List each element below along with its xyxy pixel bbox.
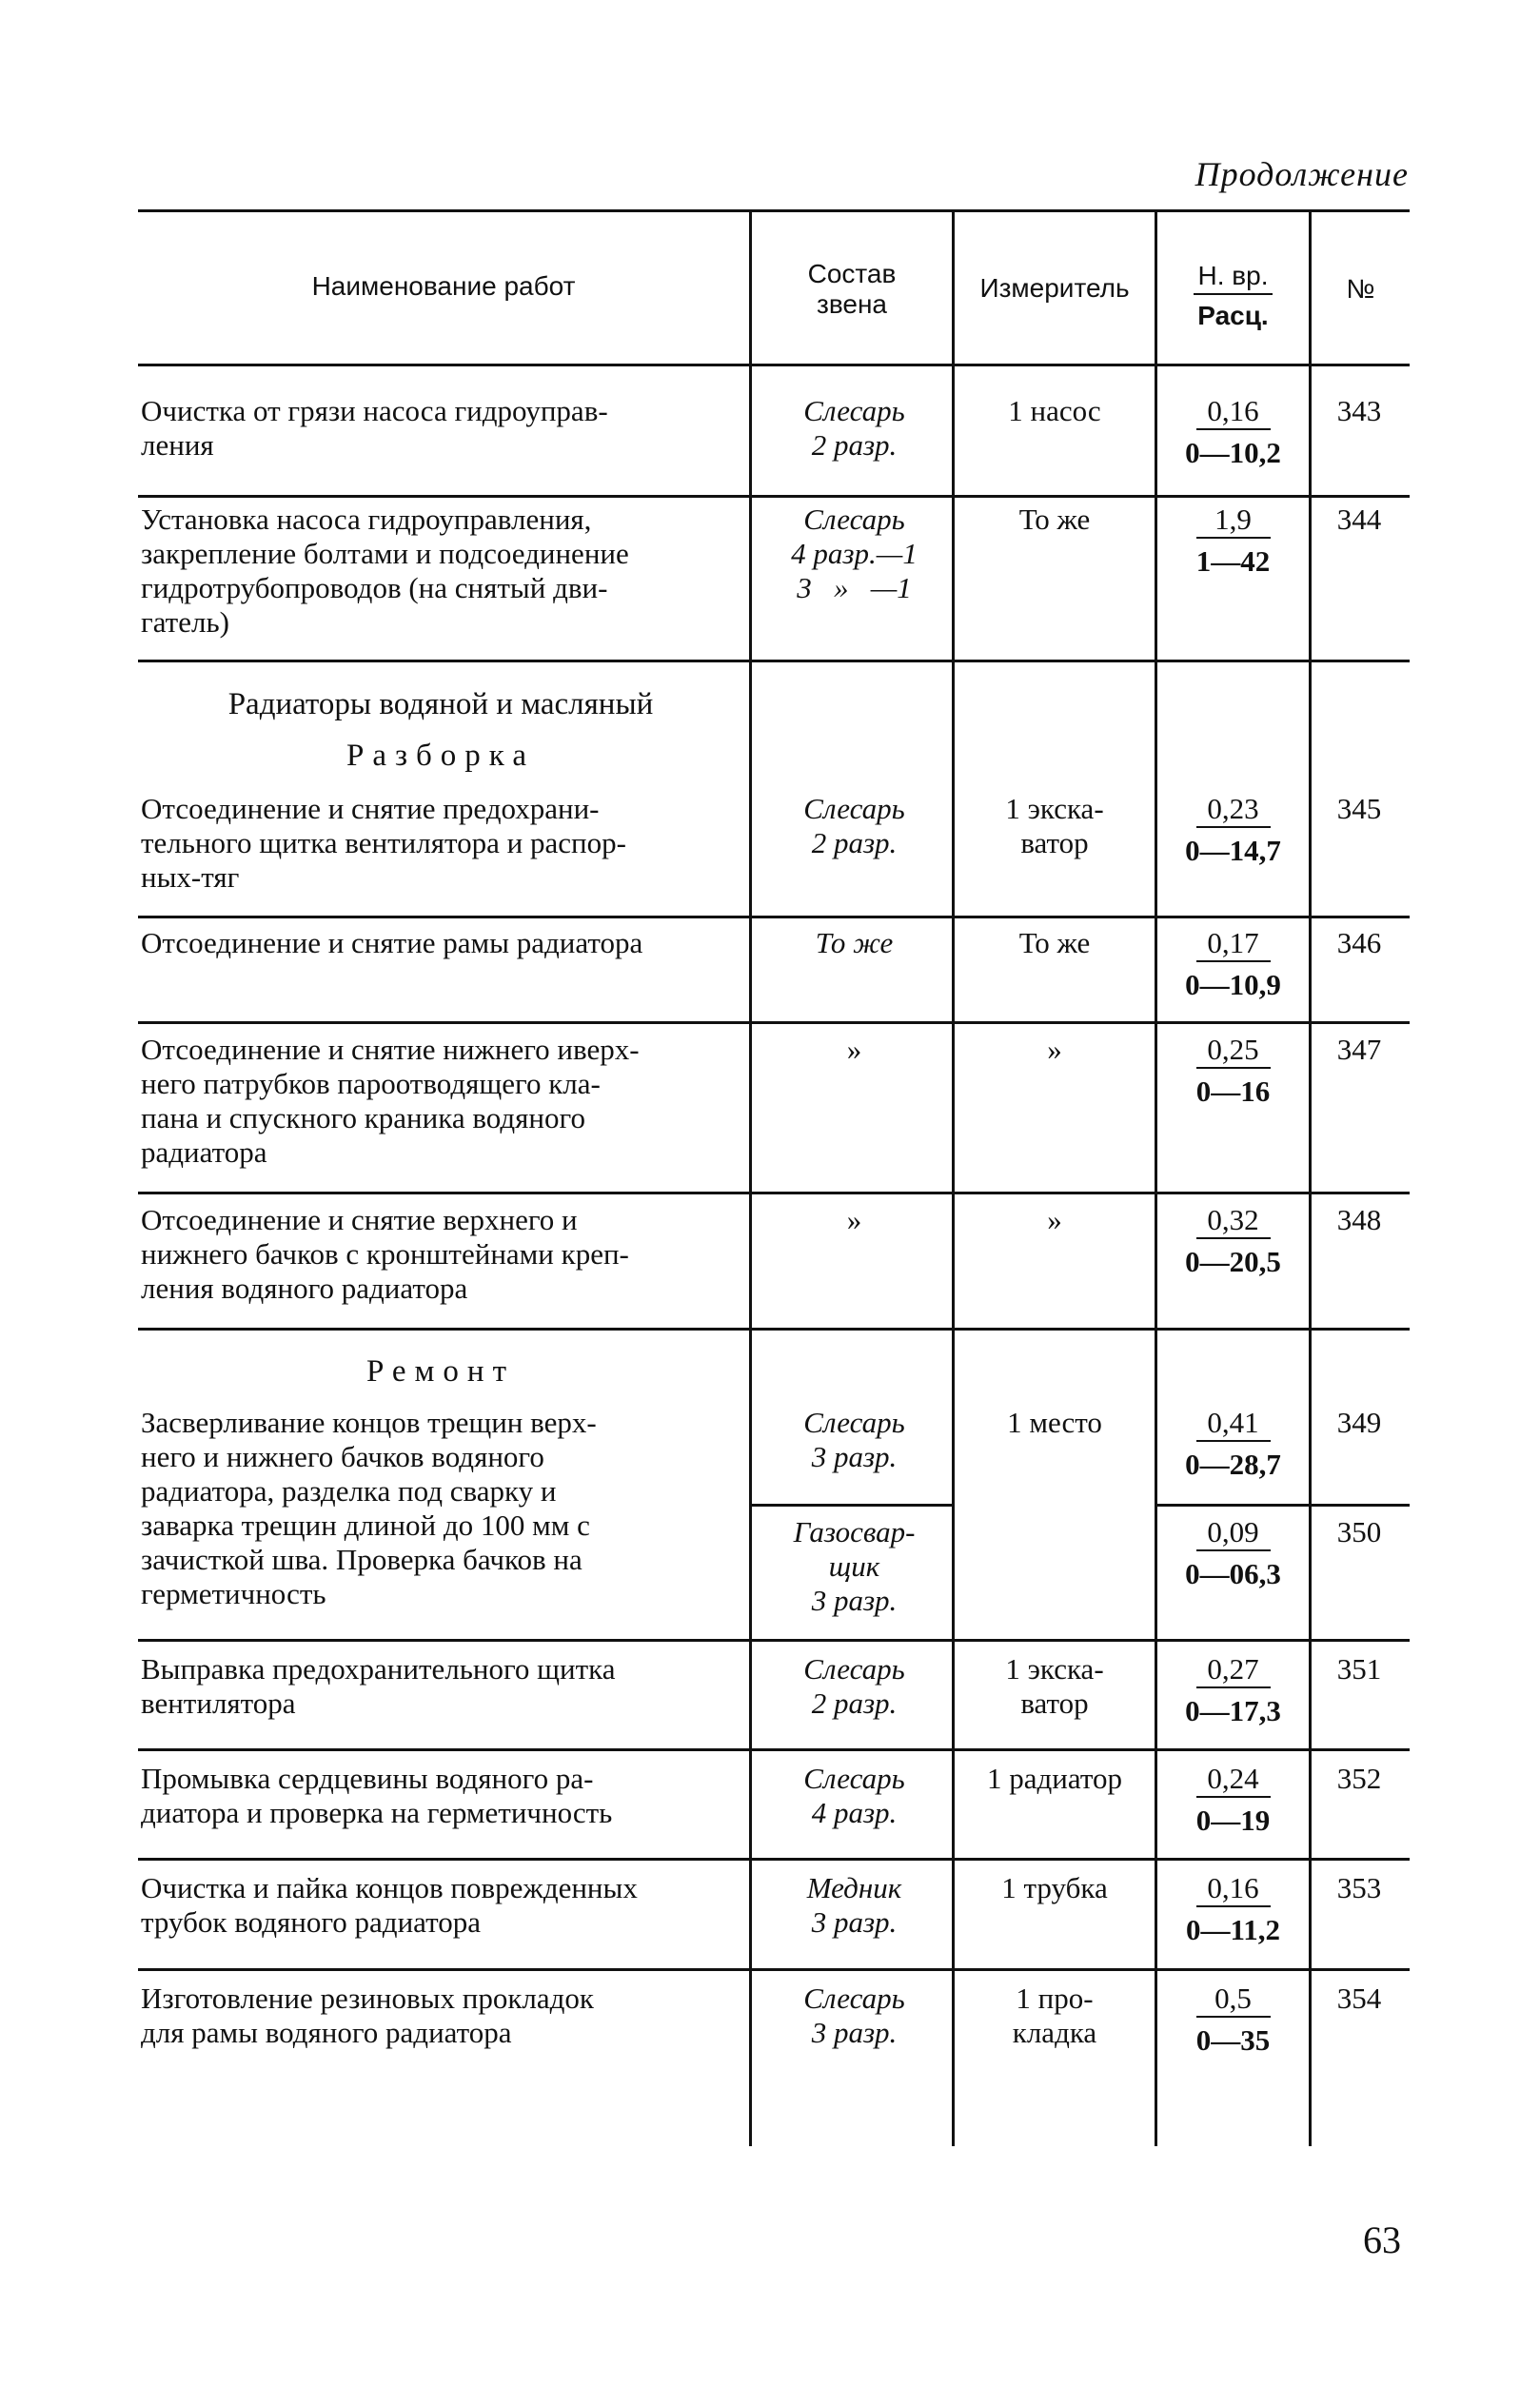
price-value: 0—17,3 xyxy=(1185,1694,1281,1727)
table-top-rule xyxy=(138,209,1410,212)
row-divider xyxy=(138,1192,1410,1194)
crew-cell xyxy=(757,1762,952,1830)
text-line: зачисткой шва. Проверка бачков на xyxy=(141,1543,582,1576)
work-description xyxy=(141,1203,736,1306)
header-work: Наименование работ xyxy=(311,271,576,301)
text-line: ления водяного радиатора xyxy=(141,1272,468,1305)
entry-number: 343 xyxy=(1336,394,1382,427)
text-line: тельного щитка вентилятора и распор- xyxy=(141,826,626,859)
text-line: Отсоединение и снятие нижнего иверх- xyxy=(141,1033,640,1066)
rate-cell xyxy=(1159,1203,1307,1279)
rate-cell xyxy=(1159,926,1307,1002)
row-divider xyxy=(138,1748,1410,1751)
norm-value: 0,27 xyxy=(1196,1652,1271,1688)
text-line: 4 разр. xyxy=(811,1796,898,1829)
text-line: 1 экска- xyxy=(1005,792,1104,825)
text-line: Слесарь xyxy=(803,394,905,427)
price-value: 0—35 xyxy=(1195,2023,1271,2057)
header-rate-bottom: Расц. xyxy=(1197,301,1269,330)
measure-cell xyxy=(955,394,1155,428)
measure-cell xyxy=(955,1871,1155,1905)
work-description xyxy=(141,1033,736,1170)
text-line: 2 разр. xyxy=(811,1686,898,1720)
text-line: Выправка предохранительного щитка xyxy=(141,1652,616,1686)
text-line: » xyxy=(1047,1203,1062,1236)
text-line: Слесарь xyxy=(803,792,905,825)
rate-cell xyxy=(1159,1515,1307,1591)
text-line: 1 трубка xyxy=(1001,1871,1108,1904)
text-line: вентилятора xyxy=(141,1686,296,1720)
row-divider xyxy=(138,1639,1410,1642)
subsection-heading: Разборка xyxy=(346,739,535,773)
norm-value: 0,09 xyxy=(1196,1515,1271,1551)
rate-cell xyxy=(1159,503,1307,579)
price-value: 1—42 xyxy=(1195,544,1271,578)
text-line: для рамы водяного радиатора xyxy=(141,2016,512,2049)
crew-cell xyxy=(757,503,952,605)
entry-number: 348 xyxy=(1336,1203,1382,1236)
text-line: ных-тяг xyxy=(141,860,240,894)
column-rule xyxy=(1155,209,1157,2146)
price-value: 0—28,7 xyxy=(1185,1448,1281,1481)
measure-cell xyxy=(955,1982,1155,2050)
measure-cell xyxy=(955,1652,1155,1721)
text-line: 2 разр. xyxy=(811,826,898,859)
entry-number: 352 xyxy=(1336,1762,1382,1795)
work-description xyxy=(141,792,736,895)
column-rule xyxy=(952,209,955,2146)
norm-value: 0,24 xyxy=(1196,1762,1271,1798)
crew-cell xyxy=(757,1982,952,2050)
measure-cell xyxy=(955,792,1155,860)
crew-cell xyxy=(757,1406,952,1474)
norm-value: 0,25 xyxy=(1196,1033,1271,1069)
text-line: Слесарь xyxy=(803,1406,905,1439)
text-line: 4 разр.—1 xyxy=(791,537,918,570)
text-line: кладка xyxy=(1012,2016,1097,2049)
text-line: Очистка и пайка концов поврежденных xyxy=(141,1871,638,1904)
work-description xyxy=(141,394,736,463)
text-line: Медник xyxy=(806,1871,902,1904)
text-line: Отсоединение и снятие предохрани- xyxy=(141,792,600,825)
text-line: него и нижнего бачков водяного xyxy=(141,1440,544,1473)
text-line: Слесарь xyxy=(803,1762,905,1795)
entry-number: 350 xyxy=(1336,1515,1382,1548)
rate-cell xyxy=(1159,1033,1307,1109)
text-line: Промывка сердцевины водяного ра- xyxy=(141,1762,594,1795)
text-line: заварка трещин длиной до 100 мм с xyxy=(141,1509,590,1542)
crew-cell xyxy=(757,1033,952,1067)
crew-cell xyxy=(757,394,952,463)
measure-cell xyxy=(955,1762,1155,1796)
row-divider xyxy=(138,916,1410,918)
rate-cell xyxy=(1159,1762,1307,1838)
entry-number: 349 xyxy=(1336,1406,1382,1439)
text-line: Слесарь xyxy=(803,503,905,536)
text-line: него патрубков пароотводящего кла- xyxy=(141,1067,601,1100)
row-divider xyxy=(138,495,1410,498)
price-value: 0—10,2 xyxy=(1185,436,1281,469)
row-divider xyxy=(138,1968,1410,1971)
text-line: Очистка от грязи насоса гидроуправ- xyxy=(141,394,608,427)
work-description xyxy=(141,1982,736,2050)
price-value: 0—06,3 xyxy=(1185,1557,1281,1590)
work-description xyxy=(141,1762,736,1830)
measure-cell xyxy=(955,1406,1155,1440)
norm-value: 0,23 xyxy=(1196,792,1271,828)
text-line: 1 экска- xyxy=(1005,1652,1104,1686)
norm-value: 0,5 xyxy=(1196,1982,1271,2018)
text-line: щик xyxy=(828,1549,880,1583)
measure-cell xyxy=(955,1203,1155,1237)
text-line: То же xyxy=(815,926,894,959)
text-line: нижнего бачков с кронштейнами креп- xyxy=(141,1237,629,1271)
column-rule xyxy=(749,209,752,2146)
text-line: ватор xyxy=(1020,1686,1089,1720)
entry-number: 353 xyxy=(1336,1871,1382,1904)
norm-value: 0,32 xyxy=(1196,1203,1271,1239)
crew-cell xyxy=(757,1515,952,1618)
page-number: 63 xyxy=(1363,2219,1401,2261)
rate-cell xyxy=(1159,1982,1307,2058)
row-divider xyxy=(138,660,1410,662)
subsection-heading: Ремонт xyxy=(365,1354,516,1389)
norm-value: 0,41 xyxy=(1196,1406,1271,1442)
norm-value: 0,16 xyxy=(1196,394,1271,430)
entry-number: 354 xyxy=(1336,1982,1382,2015)
text-line: Отсоединение и снятие верхнего и xyxy=(141,1203,578,1236)
header-num: № xyxy=(1346,274,1375,304)
text-line: 2 разр. xyxy=(811,428,898,462)
price-value: 0—19 xyxy=(1195,1804,1271,1837)
norm-value: 1,9 xyxy=(1196,503,1271,539)
price-value: 0—20,5 xyxy=(1185,1245,1281,1278)
text-line: 1 про- xyxy=(1016,1982,1094,2015)
text-line: радиатора, разделка под сварку и xyxy=(141,1474,557,1508)
norm-value: 0,16 xyxy=(1196,1871,1271,1907)
crew-cell xyxy=(757,926,952,960)
work-description xyxy=(141,1406,736,1611)
text-line: закрепление болтами и подсоединение xyxy=(141,537,629,570)
text-line: » xyxy=(846,1033,862,1066)
entry-number: 344 xyxy=(1336,503,1382,536)
work-description xyxy=(141,1871,736,1940)
price-value: 0—10,9 xyxy=(1185,968,1281,1001)
text-line: » xyxy=(1047,1033,1062,1066)
text-line: диатора и проверка на герметичность xyxy=(141,1796,613,1829)
text-line: » xyxy=(846,1203,862,1236)
row-divider xyxy=(138,1021,1410,1024)
entry-number: 347 xyxy=(1336,1033,1382,1066)
continuation-label: Продолжение xyxy=(1194,155,1409,193)
text-line: Изготовление резиновых прокладок xyxy=(141,1982,594,2015)
text-line: ватор xyxy=(1020,826,1089,859)
text-line: пана и спускного краника водяного xyxy=(141,1101,585,1134)
crew-cell xyxy=(757,1203,952,1237)
work-description xyxy=(141,503,736,640)
text-line: 3 разр. xyxy=(811,1905,898,1939)
measure-cell xyxy=(955,1033,1155,1067)
header-crew-line: Состав xyxy=(807,259,897,288)
price-value: 0—11,2 xyxy=(1185,1913,1281,1946)
text-line: трубок водяного радиатора xyxy=(141,1905,482,1939)
crew-subdivider xyxy=(752,1504,955,1507)
crew-cell xyxy=(757,1871,952,1940)
header-bottom-rule xyxy=(138,364,1410,366)
header-rate xyxy=(1157,261,1309,331)
price-value: 0—16 xyxy=(1195,1075,1271,1108)
rate-cell xyxy=(1159,1406,1307,1482)
header-rate-top: Н. вр. xyxy=(1194,261,1272,295)
text-line: ления xyxy=(141,428,214,462)
rate-cell xyxy=(1159,1871,1307,1947)
measure-cell xyxy=(955,503,1155,537)
text-line: То же xyxy=(1018,503,1091,536)
text-line: 3 разр. xyxy=(811,2016,898,2049)
rate-cell xyxy=(1159,1652,1307,1728)
work-description xyxy=(141,1652,736,1721)
crew-cell xyxy=(757,792,952,860)
row-divider xyxy=(138,1328,1410,1331)
measure-cell xyxy=(955,926,1155,960)
text-line: Слесарь xyxy=(803,1982,905,2015)
price-value: 0—14,7 xyxy=(1185,834,1281,867)
text-line: Слесарь xyxy=(803,1652,905,1686)
header-measure: Измеритель xyxy=(979,273,1130,303)
rate-cell xyxy=(1159,394,1307,470)
text-line: 1 радиатор xyxy=(987,1762,1122,1795)
text-line: герметичность xyxy=(141,1577,326,1610)
text-line: То же xyxy=(1018,926,1091,959)
crew-cell xyxy=(757,1652,952,1721)
text-line: 1 насос xyxy=(1008,394,1101,427)
rate-cell xyxy=(1159,792,1307,868)
section-heading: Радиаторы водяной и масляный xyxy=(227,687,654,721)
row-divider xyxy=(138,1858,1410,1861)
norm-value: 0,17 xyxy=(1196,926,1271,962)
column-rule xyxy=(1309,209,1312,2146)
text-line: радиатора xyxy=(141,1135,267,1169)
header-crew xyxy=(752,259,952,320)
text-line: 3 разр. xyxy=(811,1440,898,1473)
work-description xyxy=(141,926,736,960)
text-line: 1 место xyxy=(1007,1406,1102,1439)
text-line: Засверливание концов трещин верх- xyxy=(141,1406,597,1439)
entry-number: 351 xyxy=(1336,1652,1382,1686)
text-line: гидротрубопроводов (на снятый дви- xyxy=(141,571,608,604)
text-line: Газосвар- xyxy=(793,1515,916,1548)
entry-number: 345 xyxy=(1336,792,1382,825)
rate-subdivider xyxy=(1156,1504,1410,1507)
text-line: 3 разр. xyxy=(811,1584,898,1617)
text-line: Отсоединение и снятие рамы радиатора xyxy=(141,926,643,959)
text-line: 3 » —1 xyxy=(797,571,912,604)
text-line: Установка насоса гидроуправления, xyxy=(141,503,592,536)
entry-number: 346 xyxy=(1336,926,1382,959)
text-line: гатель) xyxy=(141,605,229,639)
header-crew-line: звена xyxy=(816,289,887,319)
